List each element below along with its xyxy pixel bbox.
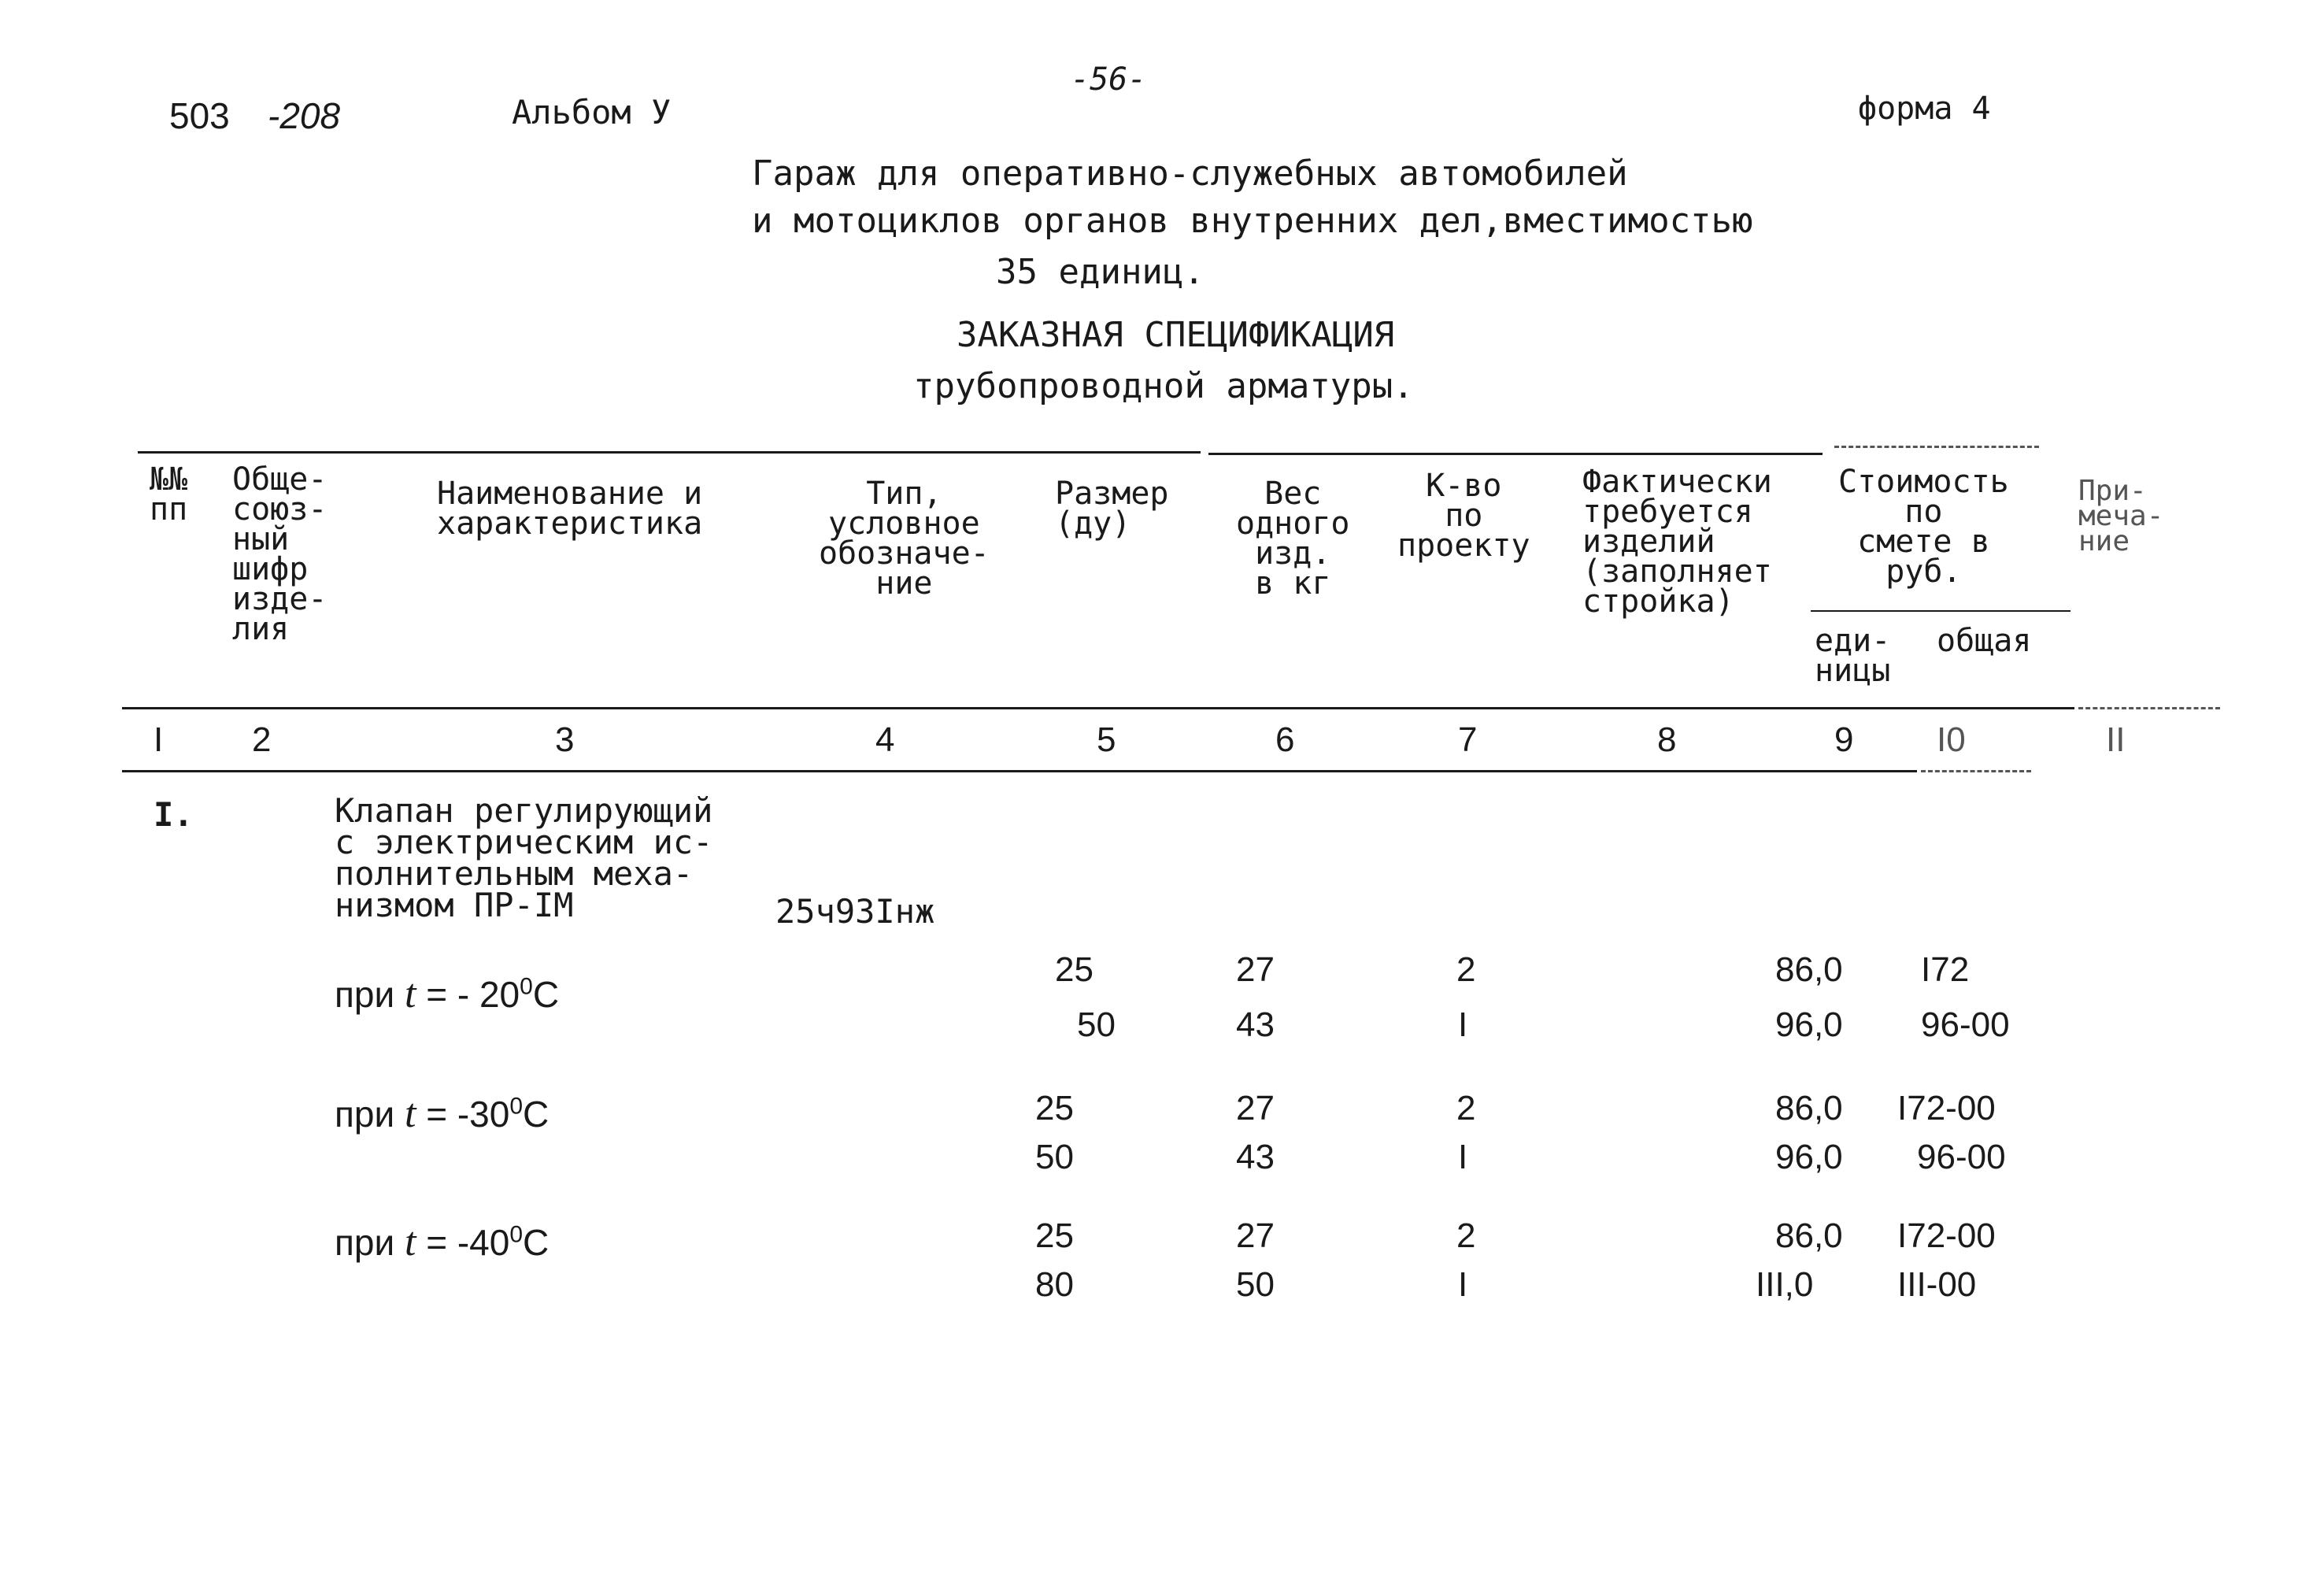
- col-number: 2: [252, 720, 272, 759]
- total-cost-value: 96-00: [1921, 1005, 2010, 1044]
- unit-cost-value: 96,0: [1775, 1005, 1843, 1044]
- col-number: I0: [1937, 720, 1966, 759]
- table-top-rule-2: [1208, 453, 1823, 455]
- total-cost-value: III-00: [1897, 1265, 1977, 1304]
- size-value: 25: [1035, 1089, 1074, 1127]
- weight-value: 27: [1236, 1089, 1275, 1127]
- numbers-bottom-rule-dash: [1921, 770, 2031, 772]
- title-line-3: 35 единиц.: [996, 252, 1205, 292]
- col-header-weight: Вес одного изд. в кг: [1236, 476, 1350, 602]
- condition-label: при $t = -40^0С$: [335, 1220, 550, 1264]
- page-number: -56-: [1071, 61, 1147, 98]
- header-bottom-rule-dash: [2078, 707, 2220, 709]
- size-value: 80: [1035, 1265, 1074, 1304]
- qty-value: 2: [1456, 1089, 1476, 1127]
- col-number: 9: [1834, 720, 1854, 759]
- total-cost-value: 96-00: [1917, 1138, 2006, 1176]
- title-line-1: Гараж для оперативно-служебных автомобилей: [752, 154, 1628, 194]
- series-code: 503: [169, 95, 230, 136]
- weight-value: 27: [1236, 950, 1275, 989]
- unit-cost-value: 86,0: [1775, 950, 1843, 989]
- col-header-code: Обще- союз- ный шифр изде- лия: [232, 461, 328, 647]
- table-top-rule: [138, 451, 1201, 454]
- unit-cost-value: 86,0: [1775, 1216, 1843, 1255]
- series-number: -208: [268, 95, 341, 136]
- qty-value: 2: [1456, 950, 1476, 989]
- condition-label: при $t = -30^0С$: [335, 1091, 550, 1136]
- col-header-number: №№ пп: [150, 461, 188, 528]
- album-label: Альбом У: [512, 93, 672, 131]
- condition-label: при t = - $20^0С$: [335, 972, 560, 1016]
- col-number: 5: [1097, 720, 1116, 759]
- col-number: 6: [1275, 720, 1295, 759]
- col-number: 7: [1458, 720, 1478, 759]
- col-header-name: Наименование и характеристика: [437, 476, 703, 542]
- form-label: форма 4: [1858, 91, 1991, 127]
- col-number: 3: [555, 720, 575, 759]
- col-header-actual: Фактически требуется изделий (заполняет стройка): [1582, 464, 1772, 620]
- col-header-notes: При- меча- ние: [2078, 475, 2164, 557]
- qty-value: I: [1458, 1005, 1468, 1044]
- col-header-qty: К-во по проекту: [1397, 468, 1530, 564]
- qty-value: I: [1458, 1265, 1468, 1304]
- col-header-size: Размер (ду): [1055, 476, 1169, 542]
- title-line-2: и мотоциклов органов внутренних дел,вместимостью: [752, 201, 1753, 241]
- total-cost-value: I72-00: [1897, 1216, 1996, 1255]
- col-number: II: [2106, 720, 2126, 759]
- size-value: 50: [1035, 1138, 1074, 1176]
- qty-value: I: [1458, 1138, 1468, 1176]
- col-header-cost: Стоимость по смете в руб.: [1838, 464, 2009, 590]
- table-top-rule-3: [1834, 446, 2039, 448]
- unit-cost-value: 86,0: [1775, 1089, 1843, 1127]
- weight-value: 27: [1236, 1216, 1275, 1255]
- header-bottom-rule: [122, 707, 2074, 709]
- col-number: 8: [1657, 720, 1677, 759]
- col-number: 4: [875, 720, 895, 759]
- item-type: 25ч93Iнж: [775, 892, 935, 931]
- spec-subtitle: трубопроводной арматуры.: [913, 366, 1414, 406]
- col-number: I: [154, 720, 164, 759]
- spec-title: ЗАКАЗНАЯ СПЕЦИФИКАЦИЯ: [957, 315, 1395, 355]
- total-cost-value: I72: [1921, 950, 1970, 989]
- col-header-total-cost: общая: [1937, 623, 2032, 659]
- numbers-bottom-rule: [122, 770, 1917, 772]
- col-header-unit-cost: еди- ницы: [1815, 623, 1891, 689]
- item-number: I.: [154, 795, 194, 834]
- weight-value: 43: [1236, 1138, 1275, 1176]
- unit-cost-value: III,0: [1756, 1265, 1814, 1304]
- size-value: 25: [1035, 1216, 1074, 1255]
- unit-cost-value: 96,0: [1775, 1138, 1843, 1176]
- col-header-type: Тип, условное обозначе- ние: [819, 476, 990, 602]
- weight-value: 50: [1236, 1265, 1275, 1304]
- size-value: 25: [1055, 950, 1094, 989]
- item-name: Клапан регулирующий с электрическим ис- полнительным меха- низмом ПР-IМ: [335, 791, 713, 924]
- qty-value: 2: [1456, 1216, 1476, 1255]
- cost-subheader-rule: [1811, 610, 2071, 612]
- total-cost-value: I72-00: [1897, 1089, 1996, 1127]
- size-value: 50: [1077, 1005, 1116, 1044]
- weight-value: 43: [1236, 1005, 1275, 1044]
